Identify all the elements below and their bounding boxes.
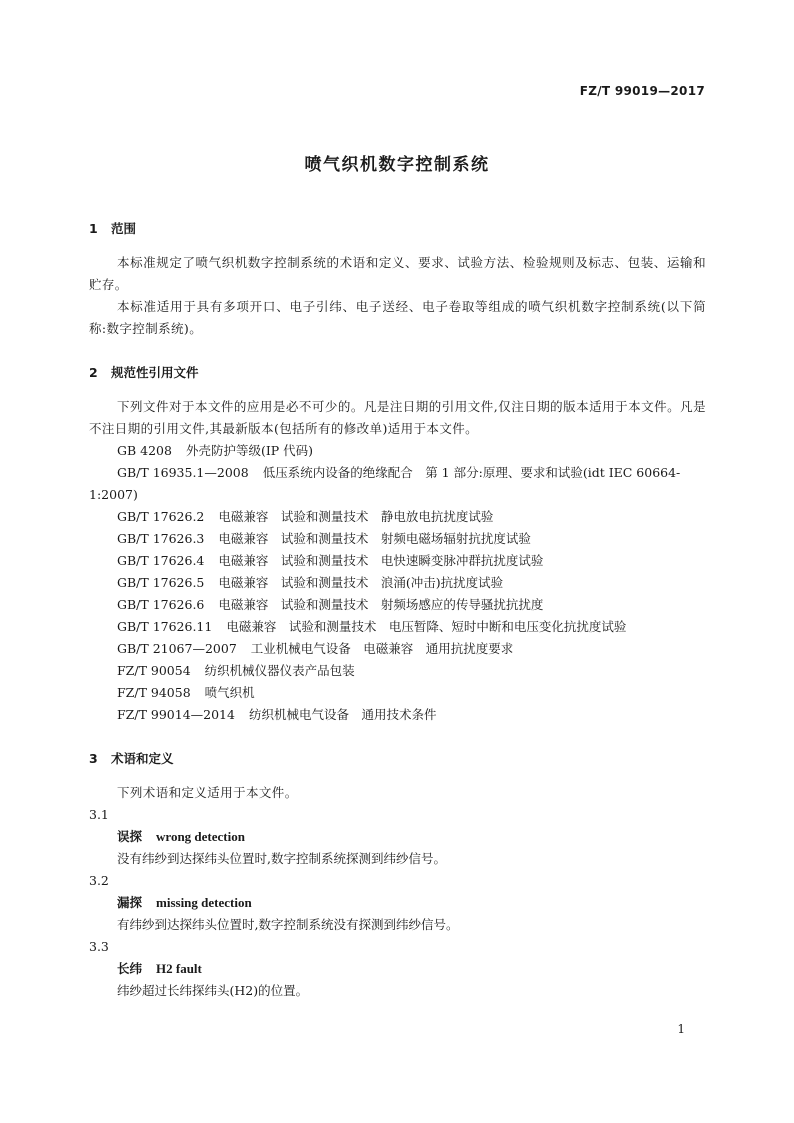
reference-code: GB/T 17626.4: [117, 553, 205, 568]
reference-title: 电磁兼容 试验和测量技术 浪涌(冲击)抗扰度试验: [218, 575, 504, 590]
reference-code: GB/T 17626.6: [117, 597, 205, 612]
reference-title: 喷气织机: [204, 685, 255, 700]
section-title: 范围: [111, 221, 137, 236]
term-name-zh: 长纬: [117, 961, 143, 976]
term-entry: [89, 936, 706, 1002]
reference-code: GB/T 17626.2: [117, 509, 205, 524]
section-number: 3: [89, 751, 98, 766]
section-heading-terms: [89, 748, 706, 770]
document-body: [89, 218, 706, 1002]
terms-intro: 下列术语和定义适用于本文件。: [117, 785, 298, 800]
term-name-zh: 漏探: [117, 895, 143, 910]
reference-item: [89, 594, 706, 616]
term-definition: 有纬纱到达探纬头位置时,数字控制系统没有探测到纬纱信号。: [117, 917, 459, 932]
reference-code: GB 4208: [117, 443, 172, 458]
section-heading-normative-references: [89, 362, 706, 384]
reference-item: [89, 572, 706, 594]
term-name-zh: 误探: [117, 829, 143, 844]
term-name: [89, 826, 706, 848]
reference-title: 电磁兼容 试验和测量技术 电快速瞬变脉冲群抗扰度试验: [218, 553, 544, 568]
term-number: 3.1: [89, 807, 109, 822]
term-name: [89, 892, 706, 914]
reference-title: 电磁兼容 试验和测量技术 静电放电抗扰度试验: [218, 509, 494, 524]
reference-item: [89, 506, 706, 528]
reference-code: GB/T 17626.5: [117, 575, 205, 590]
reference-title: 电磁兼容 试验和测量技术 射频场感应的传导骚扰抗扰度: [218, 597, 544, 612]
reference-title: 纺织机械电气设备 通用技术条件: [248, 707, 437, 722]
reference-code: GB/T 17626.3: [117, 531, 205, 546]
term-entry: [89, 804, 706, 870]
reference-item: [89, 704, 706, 726]
reference-list: [89, 440, 706, 726]
term-number: 3.3: [89, 939, 109, 954]
term-definition: 没有纬纱到达探纬头位置时,数字控制系统探测到纬纱信号。: [117, 851, 446, 866]
term-definition: 纬纱超过长纬探纬头(H2)的位置。: [117, 983, 309, 998]
reference-title: 电磁兼容 试验和测量技术 射频电磁场辐射抗扰度试验: [218, 531, 531, 546]
standard-number: FZ/T 99019—2017: [579, 84, 705, 98]
reference-code: GB/T 21067—2007: [117, 641, 237, 656]
page-number: 1: [677, 1022, 685, 1036]
section-title: 术语和定义: [111, 751, 174, 766]
reference-item: [89, 440, 706, 462]
reference-title: 纺织机械仪器仪表产品包装: [204, 663, 355, 678]
reference-item: [89, 462, 706, 506]
references-intro: 下列文件对于本文件的应用是必不可少的。凡是注日期的引用文件,仅注日期的版本适用于本文件。凡是不注日期的引用文件,其最新版本(包括所有的修改单)适用于本文件。: [89, 399, 706, 436]
reference-item: [89, 660, 706, 682]
scope-paragraph: 本标准规定了喷气织机数字控制系统的术语和定义、要求、试验方法、检验规则及标志、包装、运输和贮存。: [89, 255, 706, 292]
reference-title: 低压系统内设备的绝缘配合 第 1 部分:原理、要求和试验(idt IEC 60664-1:2007): [89, 465, 681, 502]
reference-item: [89, 682, 706, 704]
section-heading-scope: [89, 218, 706, 240]
reference-item: [89, 528, 706, 550]
reference-code: GB/T 16935.1—2008: [117, 465, 249, 480]
reference-code: FZ/T 90054: [117, 663, 191, 678]
term-name-en: missing detection: [156, 895, 252, 910]
reference-item: [89, 550, 706, 572]
term-number: 3.2: [89, 873, 109, 888]
term-name: [89, 958, 706, 980]
term-name-en: wrong detection: [156, 829, 245, 844]
reference-item: [89, 638, 706, 660]
reference-code: FZ/T 94058: [117, 685, 191, 700]
document-title: 喷气织机数字控制系统: [304, 155, 490, 175]
reference-title: 工业机械电气设备 电磁兼容 通用抗扰度要求: [250, 641, 514, 656]
reference-code: FZ/T 99014—2014: [117, 707, 235, 722]
section-number: 1: [89, 221, 98, 236]
section-title: 规范性引用文件: [111, 365, 199, 380]
section-number: 2: [89, 365, 98, 380]
term-name-en: H2 fault: [156, 961, 202, 976]
reference-title: 外壳防护等级(IP 代码): [185, 443, 314, 458]
reference-code: GB/T 17626.11: [117, 619, 213, 634]
reference-item: [89, 616, 706, 638]
scope-paragraph: 本标准适用于具有多项开口、电子引纬、电子送经、电子卷取等组成的喷气织机数字控制系统(以下简称:数字控制系统)。: [89, 299, 706, 336]
reference-title: 电磁兼容 试验和测量技术 电压暂降、短时中断和电压变化抗扰度试验: [226, 619, 627, 634]
term-entry: [89, 870, 706, 936]
